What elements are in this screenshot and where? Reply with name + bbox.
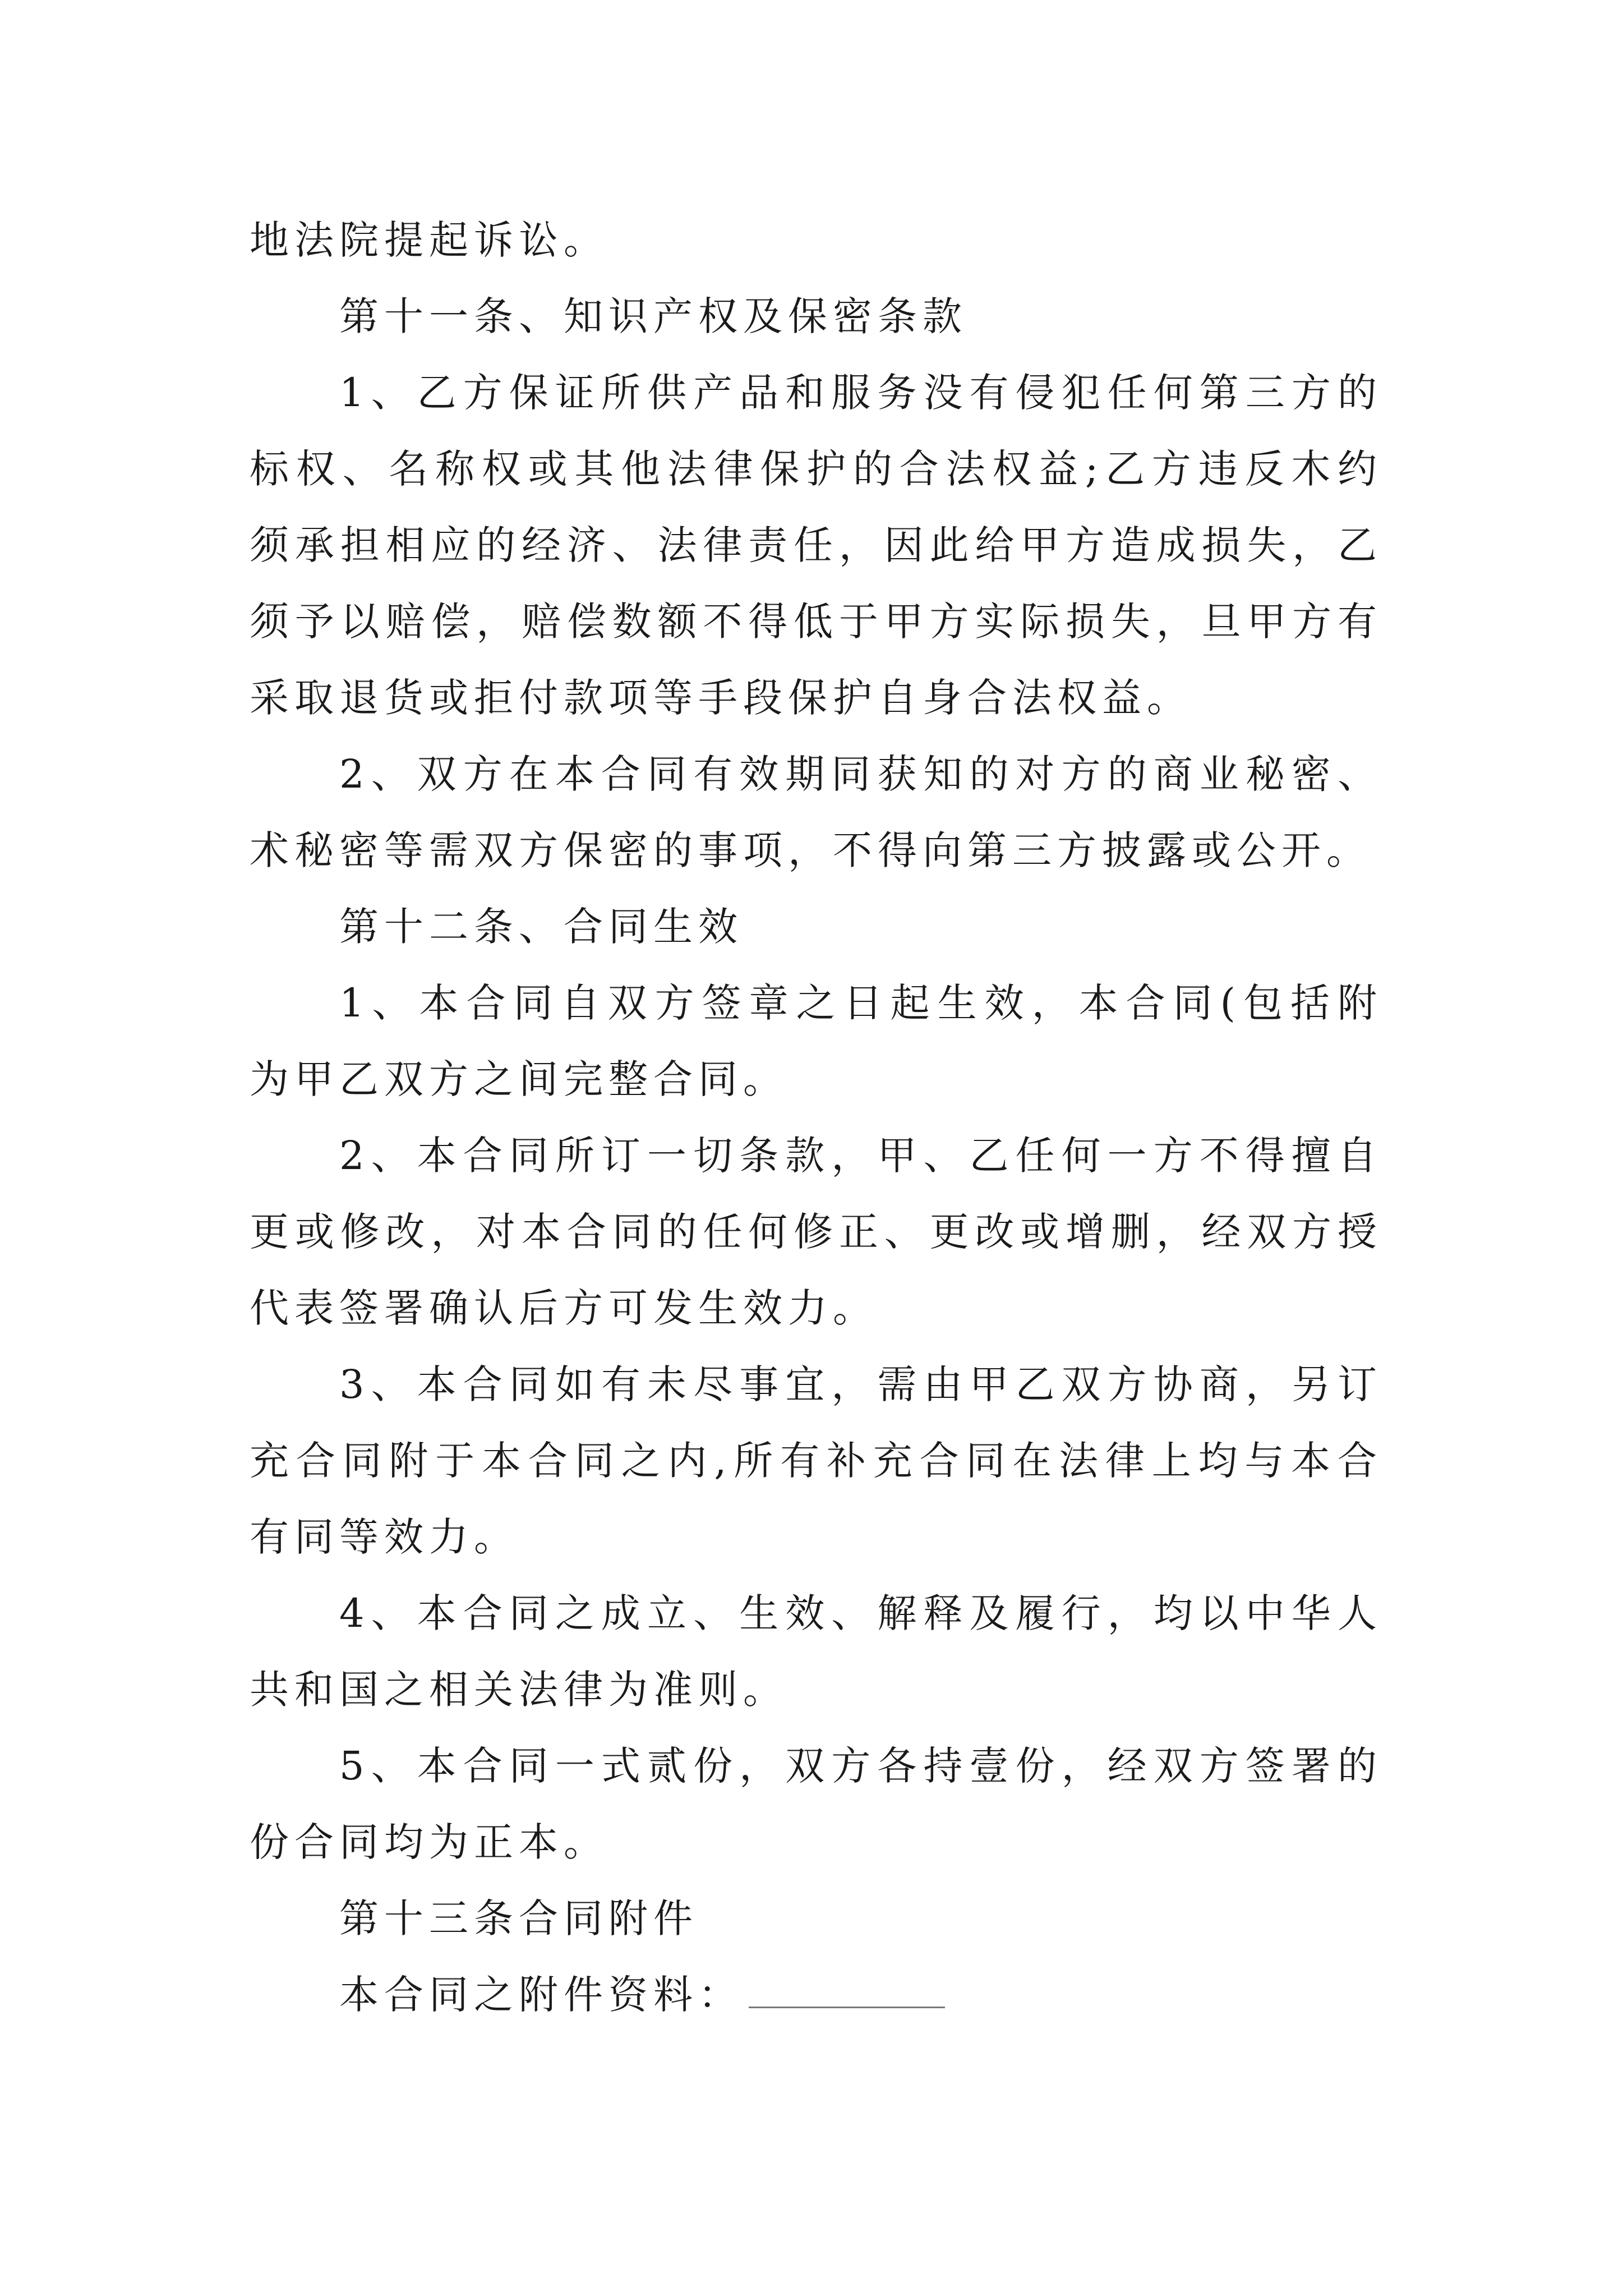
text-line: 更或修改，对本合同的任何修正、更改或增删，经双方授 — [250, 1209, 1382, 1255]
attachment-label: 本合同之附件资料： — [339, 1972, 743, 2018]
clause-heading: 第十一条、知识产权及保密条款 — [339, 293, 967, 339]
text-line: 3、本合同如有未尽事宜，需由甲乙双方协商，另订 — [339, 1361, 1382, 1407]
text-line: 代表签署确认后方可发生效力。 — [250, 1285, 878, 1331]
document-body — [250, 202, 1382, 2033]
text-line: 充合同附于本合同之内,所有补充合同在法律上均与本合 — [250, 1438, 1382, 1484]
text-line: 术秘密等需双方保密的事项，不得向第三方披露或公开。 — [250, 827, 1371, 873]
text-line: 标权、名称权或其他法律保护的合法权益;乙方违反木约 — [250, 446, 1382, 492]
text-line: 须予以赔偿，赔偿数额不得低于甲方实际损失，旦甲方有 — [250, 599, 1382, 645]
text-line: 2、双方在本合同有效期同获知的对方的商业秘密、 — [339, 751, 1382, 797]
text-line: 采取退货或拒付款项等手段保护自身合法权益。 — [250, 675, 1192, 721]
text-line: 1、乙方保证所供产品和服务没有侵犯任何第三方的 — [339, 370, 1382, 416]
clause-heading: 第十二条、合同生效 — [339, 904, 743, 950]
text-line: 1、本合同自双方签章之日起生效，本合同(包括附 — [339, 980, 1382, 1026]
text-line: 份合同均为正本。 — [250, 1819, 608, 1865]
text-line: 5、本合同一式贰份，双方各持壹份，经双方签署的 — [339, 1743, 1382, 1789]
text-line: 共和国之相关法律为准则。 — [250, 1667, 788, 1713]
attachment-blank-field — [749, 1971, 945, 2008]
text-line: 有同等效力。 — [250, 1514, 519, 1560]
text-line: 须承担相应的经济、法律责任，因此给甲方造成损失，乙 — [250, 522, 1382, 568]
clause-heading: 第十三条合同附件 — [339, 1895, 698, 1941]
attachment-line — [250, 1957, 1382, 2033]
text-line: 为甲乙双方之间完整合同。 — [250, 1056, 788, 1102]
text-line: 2、本合同所订一切条款，甲、乙任何一方不得擅自 — [339, 1133, 1382, 1179]
text-line: 地法院提起诉讼。 — [250, 217, 608, 263]
text-line: 4、本合同之成立、生效、解释及履行，均以中华人 — [339, 1590, 1382, 1636]
